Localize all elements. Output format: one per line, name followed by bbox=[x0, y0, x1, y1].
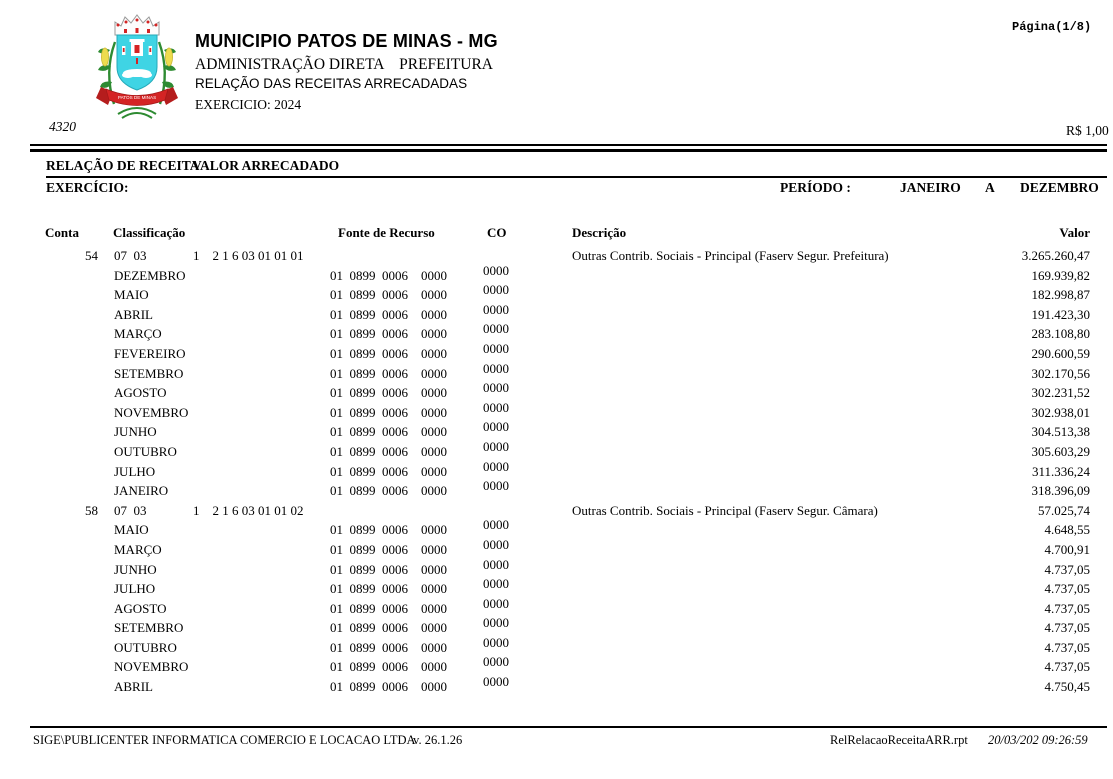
month-value: 305.603,29 bbox=[1031, 443, 1090, 459]
divider-band bbox=[46, 176, 1107, 178]
table-row-month bbox=[0, 380, 1113, 405]
classificacao-left: 07 03 bbox=[114, 502, 147, 518]
col-header-valor: Valor bbox=[1059, 225, 1090, 240]
co-value: 0000 bbox=[483, 380, 509, 396]
month-label: MAIO bbox=[114, 287, 149, 303]
month-value: 318.396,09 bbox=[1031, 483, 1090, 499]
co-value: 0000 bbox=[483, 536, 509, 552]
month-value: 311.336,24 bbox=[1031, 463, 1090, 479]
table-row-month bbox=[0, 615, 1113, 640]
table-row-month bbox=[0, 282, 1113, 307]
table-row-month bbox=[0, 399, 1113, 425]
month-label: MAIO bbox=[114, 522, 149, 538]
periodo-from: JANEIRO bbox=[900, 180, 961, 195]
divider-footer bbox=[30, 726, 1107, 728]
co-value: 0000 bbox=[483, 458, 509, 474]
co-value: 0000 bbox=[483, 360, 509, 376]
fonte-de-recurso-value: 01 0899 0006 0000 bbox=[330, 385, 447, 401]
month-label: AGOSTO bbox=[114, 385, 167, 401]
descricao-value: Outras Contrib. Sociais - Principal (Faserv Segur. Câmara) bbox=[572, 502, 878, 518]
table-row-month bbox=[0, 634, 1113, 660]
month-label: OUTUBRO bbox=[114, 639, 177, 655]
month-value: 302.170,56 bbox=[1031, 365, 1090, 381]
fonte-de-recurso-value: 01 0899 0006 0000 bbox=[330, 581, 447, 597]
table-row-month bbox=[0, 576, 1113, 601]
descricao-value: Outras Contrib. Sociais - Principal (Faserv Segur. Prefeitura) bbox=[572, 248, 889, 263]
col-header-classificacao: Classificação bbox=[113, 225, 186, 240]
col-header-fonte: Fonte de Recurso bbox=[338, 225, 435, 240]
month-label: JULHO bbox=[114, 463, 156, 479]
fonte-de-recurso-value: 01 0899 0006 0000 bbox=[330, 443, 447, 459]
month-value: 182.998,87 bbox=[1031, 287, 1090, 303]
report-title: RELAÇÃO DAS RECEITAS ARRECADADAS bbox=[195, 76, 468, 91]
month-value: 304.513,38 bbox=[1031, 424, 1090, 440]
month-value: 4.737,05 bbox=[1044, 620, 1090, 636]
fonte-de-recurso-value: 01 0899 0006 0000 bbox=[330, 287, 447, 303]
footer-report-file: RelRelacaoReceitaARR.rpt bbox=[830, 733, 968, 747]
table-row-month bbox=[0, 360, 1113, 386]
co-value: 0000 bbox=[483, 419, 509, 435]
month-value: 302.938,01 bbox=[1031, 404, 1090, 420]
table-row-month bbox=[0, 458, 1113, 484]
fonte-de-recurso-value: 01 0899 0006 0000 bbox=[330, 404, 447, 420]
fonte-de-recurso-value: 01 0899 0006 0000 bbox=[330, 326, 447, 342]
month-label: FEVEREIRO bbox=[114, 345, 186, 361]
footer-version: v. 26.1.26 bbox=[413, 733, 463, 747]
classificacao-right: 1 2 1 6 03 01 01 02 bbox=[193, 502, 304, 518]
co-value: 0000 bbox=[483, 674, 509, 690]
fonte-de-recurso-value: 01 0899 0006 0000 bbox=[330, 541, 447, 557]
month-label: NOVEMBRO bbox=[114, 404, 189, 420]
page-number: Página(1/8) bbox=[1012, 20, 1092, 34]
co-value: 0000 bbox=[483, 301, 509, 317]
month-label: JANEIRO bbox=[114, 483, 169, 499]
fonte-de-recurso-value: 01 0899 0006 0000 bbox=[330, 639, 447, 655]
fonte-de-recurso-value: 01 0899 0006 0000 bbox=[330, 659, 447, 675]
fonte-de-recurso-value: 01 0899 0006 0000 bbox=[330, 620, 447, 636]
co-value: 0000 bbox=[483, 556, 509, 572]
exercise-year: EXERCICIO: 2024 bbox=[195, 97, 302, 112]
month-value: 4.700,91 bbox=[1044, 541, 1090, 557]
month-label: AGOSTO bbox=[114, 600, 167, 616]
month-value: 4.648,55 bbox=[1044, 522, 1090, 538]
fonte-de-recurso-value: 01 0899 0006 0000 bbox=[330, 267, 447, 283]
table-row-month bbox=[0, 556, 1113, 582]
co-value: 0000 bbox=[483, 576, 509, 592]
table-row-month bbox=[0, 438, 1113, 464]
table-row-month bbox=[0, 262, 1113, 288]
co-value: 0000 bbox=[483, 399, 509, 415]
month-value: 302.231,52 bbox=[1031, 385, 1090, 401]
table-row-group bbox=[0, 248, 1113, 268]
table-row-month bbox=[0, 517, 1113, 542]
month-label: NOVEMBRO bbox=[114, 659, 189, 675]
table-row-month bbox=[0, 536, 1113, 562]
month-value: 4.737,05 bbox=[1044, 600, 1090, 616]
divider-top-thin bbox=[30, 144, 1107, 146]
fonte-de-recurso-value: 01 0899 0006 0000 bbox=[330, 306, 447, 322]
month-value: 283.108,80 bbox=[1031, 326, 1090, 342]
fonte-de-recurso-value: 01 0899 0006 0000 bbox=[330, 345, 447, 361]
month-label: ABRIL bbox=[114, 679, 153, 695]
month-value: 169.939,82 bbox=[1031, 267, 1090, 283]
col-header-conta: Conta bbox=[45, 225, 79, 240]
fonte-de-recurso-value: 01 0899 0006 0000 bbox=[330, 463, 447, 479]
municipality-title: MUNICIPIO PATOS DE MINAS - MG bbox=[195, 31, 498, 51]
month-value: 4.737,05 bbox=[1044, 561, 1090, 577]
month-value: 4.737,05 bbox=[1044, 659, 1090, 675]
co-value: 0000 bbox=[483, 438, 509, 454]
periodo-connector: A bbox=[985, 180, 995, 195]
month-label: JULHO bbox=[114, 581, 156, 597]
month-label: MARÇO bbox=[114, 541, 162, 557]
table-body bbox=[0, 248, 1113, 699]
month-value: 4.750,45 bbox=[1044, 679, 1090, 695]
month-label: MARÇO bbox=[114, 326, 162, 342]
coat-of-arms-icon bbox=[84, 10, 190, 128]
co-value: 0000 bbox=[483, 634, 509, 650]
month-label: DEZEMBRO bbox=[114, 267, 186, 283]
footer-datetime: 20/03/202 09:26:59 bbox=[988, 733, 1088, 747]
co-value: 0000 bbox=[483, 517, 509, 533]
document-code: 4320 bbox=[49, 119, 76, 134]
table-row-month bbox=[0, 654, 1113, 679]
valor-arrecadado-label: VALOR ARRECADADO bbox=[192, 158, 340, 173]
month-value: 4.737,05 bbox=[1044, 639, 1090, 655]
fonte-de-recurso-value: 01 0899 0006 0000 bbox=[330, 522, 447, 538]
fonte-de-recurso-value: 01 0899 0006 0000 bbox=[330, 600, 447, 616]
month-label: ABRIL bbox=[114, 306, 153, 322]
co-value: 0000 bbox=[483, 595, 509, 611]
exercicio-label: EXERCÍCIO: bbox=[46, 180, 129, 195]
divider-top-thick bbox=[30, 149, 1107, 152]
table-row-month bbox=[0, 674, 1113, 699]
group-total-value: 57.025,74 bbox=[1038, 502, 1090, 518]
fonte-de-recurso-value: 01 0899 0006 0000 bbox=[330, 561, 447, 577]
conta-value: 58 bbox=[85, 502, 98, 518]
col-header-descricao: Descrição bbox=[572, 225, 627, 240]
conta-value: 54 bbox=[85, 248, 98, 263]
table-row-month bbox=[0, 301, 1113, 327]
co-value: 0000 bbox=[483, 478, 509, 494]
currency-unit: R$ 1,00 bbox=[1066, 123, 1109, 138]
table-row-month bbox=[0, 340, 1113, 366]
month-label: SETEMBRO bbox=[114, 620, 184, 636]
month-value: 290.600,59 bbox=[1031, 345, 1090, 361]
co-value: 0000 bbox=[483, 262, 509, 278]
classificacao-right: 1 2 1 6 03 01 01 01 bbox=[193, 248, 304, 263]
table-row-month bbox=[0, 595, 1113, 621]
relacao-de-receita-label: RELAÇÃO DE RECEITA bbox=[46, 158, 200, 173]
co-value: 0000 bbox=[483, 282, 509, 298]
month-label: OUTUBRO bbox=[114, 443, 177, 459]
fonte-de-recurso-value: 01 0899 0006 0000 bbox=[330, 483, 447, 499]
co-value: 0000 bbox=[483, 615, 509, 631]
administration-line: ADMINISTRAÇÃO DIRETA PREFEITURA bbox=[195, 56, 494, 73]
co-value: 0000 bbox=[483, 340, 509, 356]
table-row-group bbox=[0, 503, 1113, 523]
month-label: JUNHO bbox=[114, 424, 157, 440]
group-total-value: 3.265.260,47 bbox=[1021, 248, 1090, 263]
col-header-co: CO bbox=[487, 225, 507, 240]
svg-text:PATOS DE MINAS: PATOS DE MINAS bbox=[117, 95, 157, 100]
month-label: JUNHO bbox=[114, 561, 157, 577]
table-row-month bbox=[0, 419, 1113, 444]
classificacao-left: 07 03 bbox=[114, 248, 147, 263]
fonte-de-recurso-value: 01 0899 0006 0000 bbox=[330, 679, 447, 695]
table-row-month bbox=[0, 321, 1113, 346]
periodo-to: DEZEMBRO bbox=[1020, 180, 1099, 195]
month-value: 4.737,05 bbox=[1044, 581, 1090, 597]
periodo-label: PERÍODO : bbox=[780, 180, 851, 195]
fonte-de-recurso-value: 01 0899 0006 0000 bbox=[330, 424, 447, 440]
co-value: 0000 bbox=[483, 321, 509, 337]
fonte-de-recurso-value: 01 0899 0006 0000 bbox=[330, 365, 447, 381]
footer-company: SIGE\PUBLICENTER INFORMATICA COMERCIO E LOCACAO LTDA bbox=[33, 733, 416, 747]
month-value: 191.423,30 bbox=[1031, 306, 1090, 322]
month-label: SETEMBRO bbox=[114, 365, 184, 381]
co-value: 0000 bbox=[483, 654, 509, 670]
table-row-month bbox=[0, 478, 1113, 503]
